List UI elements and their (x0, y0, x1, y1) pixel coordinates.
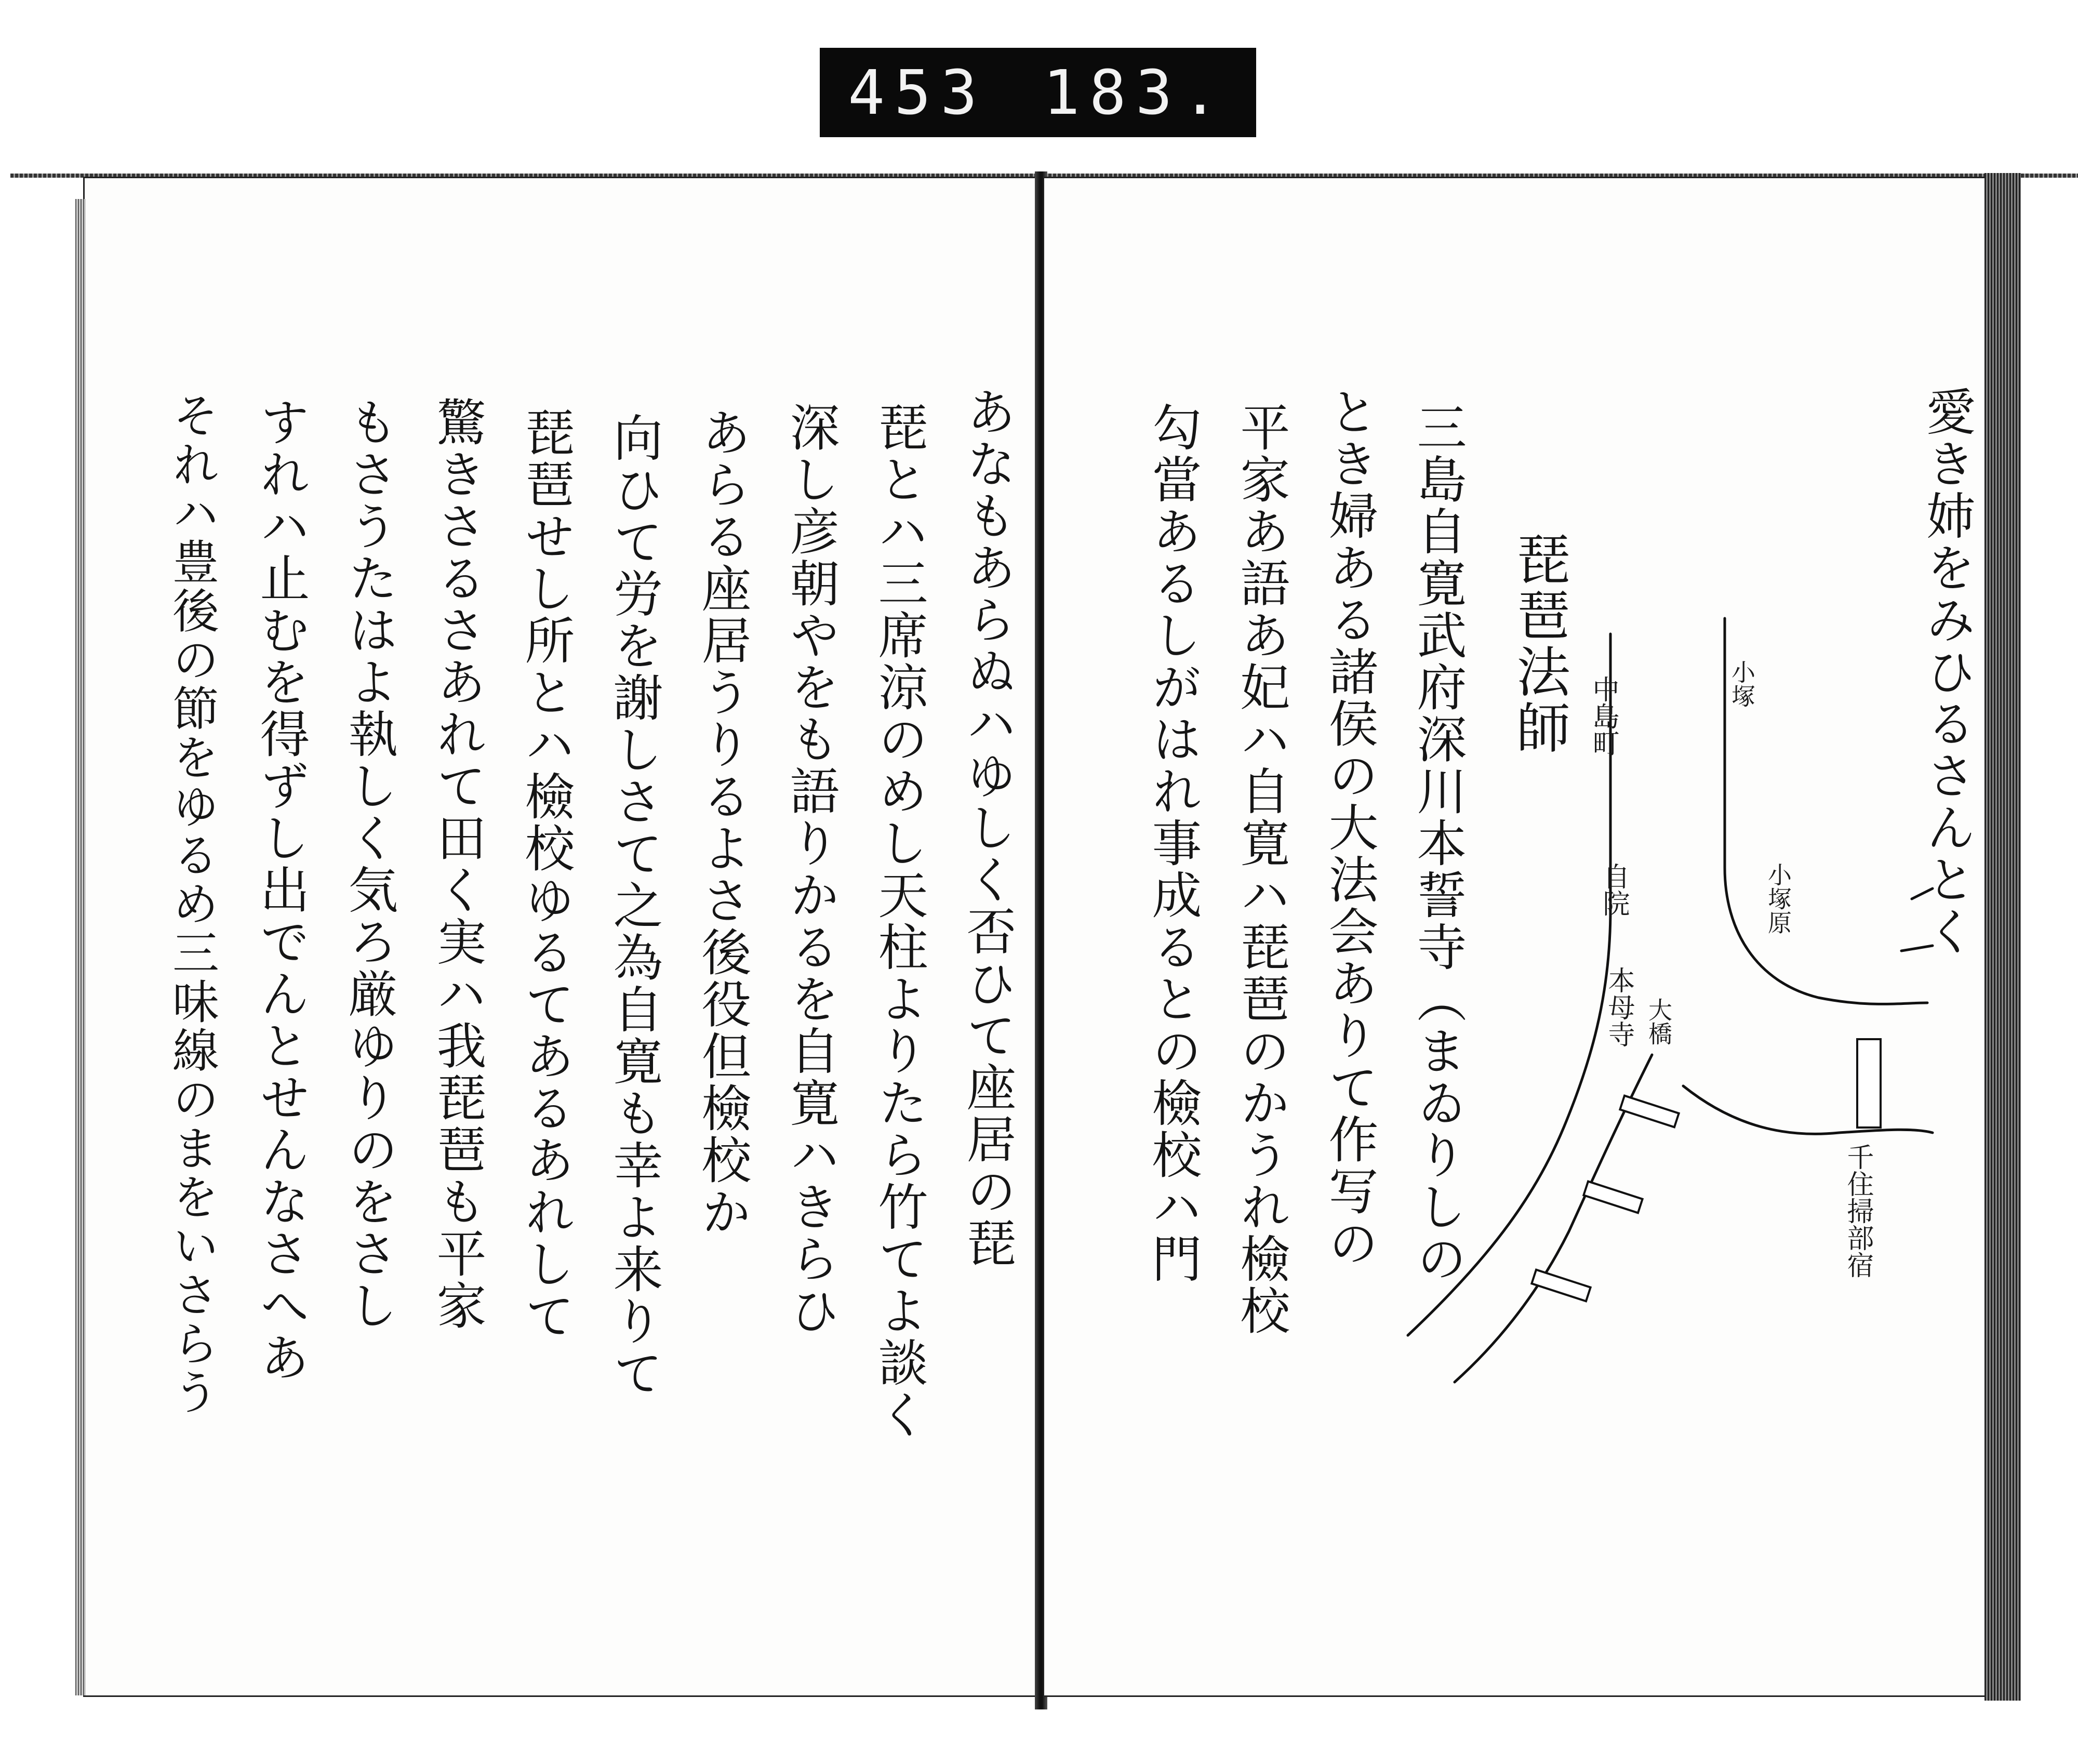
bridge-2-icon (1583, 1182, 1642, 1213)
map-label-ohashi: 大橋 (1645, 998, 1673, 1045)
left-text-column-2: 琵とハ三席涼のめし天柱よりたら竹てよ談く (870, 402, 928, 1441)
map-label-kozukahara: 小塚原 (1764, 863, 1792, 934)
map-label-senju-kamonjuku: 千住掃部宿 (1842, 1143, 1873, 1278)
left-text-column-8: もさうたはよ執しく気ろ厳ゆりのをさし (340, 396, 398, 1332)
map-label-jiin: 自院 (1598, 863, 1629, 917)
chapter-heading: 琵琶法師 (1507, 532, 1570, 756)
map-sketch (1392, 608, 1964, 1491)
archive-label-tag (820, 48, 1256, 137)
bridge-north-icon (1857, 1039, 1881, 1128)
map-label-kozuka: 小塚 (1728, 660, 1756, 708)
right-page-edge (1984, 173, 2021, 1701)
bridge-3-icon (1531, 1270, 1590, 1302)
right-text-column-4: 平家あ語あ妃ハ自寛ハ琵琶のかうれ檢校 (1232, 402, 1290, 1337)
left-text-column-3: 深し彦朝やをも語りかるを自寛ハきらひ (782, 402, 840, 1337)
map-label-nakajima: 中島町 (1588, 675, 1619, 757)
left-text-column-9: すれハ止むを得ずし出でんとせんなさへあ (252, 396, 310, 1384)
left-text-column-6: 琵琶せし所とハ檢校ゆるてあるあれして (517, 407, 575, 1342)
left-text-column-5: 向ひて労を謝しさて之為自寛も幸よ来りて (605, 412, 663, 1399)
map-river (1683, 1086, 1933, 1134)
left-text-column-10: それハ豊後の節をゆるめ三味線のまをいさらう (164, 391, 219, 1417)
label-number-right: 183. (1043, 57, 1228, 128)
right-text-column-2: 三島自寛武府深川本誓寺（まゐりしの (1409, 402, 1467, 1285)
left-page (83, 177, 1038, 1697)
right-text-column-5: 勾當あるしがはれ事成るとの檢校ハ門 (1144, 402, 1202, 1285)
right-text-column-1: 愛き姉をみひるさんとく (1918, 386, 1976, 958)
left-page-edge (75, 199, 86, 1695)
label-number-left: 453 (848, 57, 987, 128)
map-road-outer (1408, 634, 1610, 1335)
left-text-column-7: 驚きさるさあれて田く実ハ我琵琶も平家 (429, 396, 487, 1332)
map-label-honmoji: 本母寺 (1603, 966, 1634, 1047)
right-text-column-3: とき婦ある諸侯の大法会ありて作写の (1321, 386, 1379, 1269)
bridge-1-icon (1620, 1096, 1679, 1128)
left-text-column-1: あなもあらぬハゆしく否ひて座居の琵 (958, 386, 1017, 1269)
left-text-column-4: あらる座居うりるよさ後役但檢校か (694, 407, 752, 1238)
map-bridges (1531, 1039, 1881, 1301)
